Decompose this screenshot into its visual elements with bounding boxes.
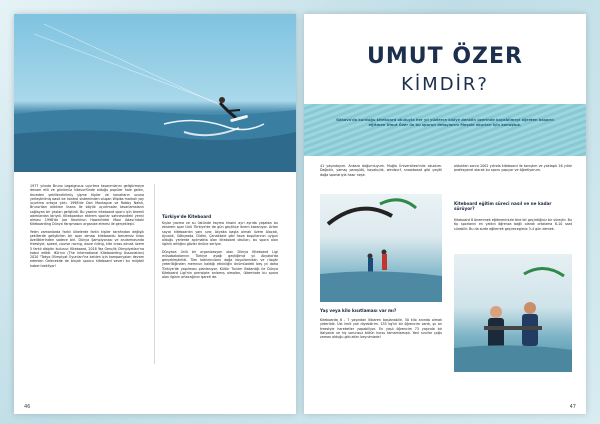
left-column-text: [30, 184, 144, 271]
lead-paragraph: Gökova'da kurduğu kiteboard okuluyla her yıl yüzlerce kişiye denizin üzerinde kayabilmeyi öğreten başarılı eğitmen Umut Özer ile bu sporun detaylarını Meşale okurları için konuştuk.: [336, 118, 554, 127]
training-scene-graphic: [320, 194, 442, 302]
article-subtitle: KİMDİR?: [401, 74, 489, 95]
question-heading: Kiteboard eğitim süreci nasıl ve ne kadar sürüyor?: [454, 201, 552, 212]
right-column-text: [162, 214, 278, 282]
answer-text: Kiteboarda 6 - 7 yaşından itibaren başlanabilir. 30 kilo anında olmak yeterlidir. Üst limit yok diyebilirim. 135 kg'lık bir öğrencim vardı, şu an freestyle hareketler yapabiliyor. En yaşlı öğrencim 73 yaşında bir İtalyandı ve hiç sorunsuz bütün kursu tamamlamıştı. Yani sınırlar çoğu zaman olduğu gibi aklın beynimizde!: [320, 318, 442, 339]
intro-text-left: 41 yaşındayım. Ankara doğumluyum. Muğla Üniversitesi'nde okudum. Dağcılık, yamaç paraşütü, kayakçılık, windsurf, snowboard gibi çeşitli doğa sporlarıyla hasır neşir.: [320, 164, 442, 177]
left-page: [14, 14, 296, 414]
teal-band: [304, 104, 586, 156]
kitesurfer-scene-graphic: [14, 14, 296, 172]
instructor-photo: [454, 254, 572, 372]
instructor-scene-graphic: [454, 254, 572, 372]
intro-text-right: oldukten sonra 2002 yılında kiteboard ile tanıştım ve yaklaşık 16 yıldır profesyonel olarak bu sporu yapıyor ve öğretiyorum.: [454, 164, 572, 173]
right-page: [304, 14, 586, 414]
page-number: 46: [24, 404, 31, 410]
paragraph: 1977 yılında Bruno Legaignoux uçurtma tasarımlarını geliştirmeye devam etti ve günümüz kitesurfünde olduğu popüler hale gelen, önceden şekillendirilmiş şişme tüpler ve kanatların uzuna yerleştirilmiş basit bir kontrol sisteminden oluşan Wipika markalı yay uçurtma ortaya çıktı. 1998'de Don Montague ve Robby Naish, Bruno'dan aldıkları lisans ile böyük uçurtmalar tasarlamaların sağlayan bir yasları geliştirdi. Bu yazılım kiteboard sporu için önemli adımlardan biriydi. Kiteboardun ektrem sporlar sahnesindeki yerini alması 1998'de Joe Keuhihun Hawaii'deki Maui Adası'ndaki Kiteboarding Dünya Yarışmasını organize etmesi ile gerçekleşti.: [30, 184, 144, 227]
article-title: UMUT ÖZER: [367, 44, 523, 69]
question-heading: Yaş veya kilo kısıtlaması var mı?: [320, 308, 397, 313]
paragraph: Kışlar yazma ve su üstünde kayma hissini ayrı ayrıda yaşatan bu ekstrem spor türü Türkiye'de de gün geçtikçe önem kazanıyor. Artan sayıcı kiteboardın yanı sıra; Akyaka başta olmak üzere Alaçatı, Ayvalık, Gökçeada, Didim, Çanakkale gibi hava koşullarının uygun olduğu yerlerde açılmakta olan kiteboard okulları, bu spora olan ilginin arttığını gözler önüne seriyor.: [162, 221, 278, 247]
answer-text: Kiteboard 8 önemmek eğitmeninizle bire bir geçirdiğiniz bir süreçtir. Bu tip sporlarıın en yatkın öğrenza bağlı olarak ortalama 8-10 saat sürebilir. Bu da sizde eğilerrek geçirecegimiz 3-4 gün demek.: [454, 218, 572, 231]
training-photo: [320, 194, 442, 302]
paragraph: Dünyaca ünlü bir organizasyon olan Dünya Kiteboard Ligi müsabakalarının Türkiye ayağı geçtiğimiz yıl Akyaka'da gerçekleştirildi. Tüm katılımcıların doğa koşullarından ve rüzgâr yeterliliğinden memnun kaldığı etkinliğin önümüzdeki beş yıl daha Türkiye'de yapılması planlanıyor. Kültür Turizm Bakanlığı ile Dünya Kiteboard Ligi'nin prensipte anlamış olmaları, ülkemizde bu spora olan ilginin artacağının işareti de.: [162, 249, 278, 279]
kitesurfer-photo: [14, 14, 296, 172]
section-heading: Türkiye'de Kiteboard: [162, 214, 212, 219]
paragraph: Yelen zamanlarda farklı ülkelerde farklı kişiler tarafından değişik şekillerde geliştirilen bir spor olması kiteboardu benzersiz kılan özelliklerinden sadece biri. Dünya Şampiyonası ve anılarmasında freestyle, speed, course racing, wave riding, kite cross olmak üzere 5 farklı disiplin bulunur. Kiteboard, 2018 Yaz Gençlik Olimpiyatları'na kabul edildi. IKA'nın (The International Kiteboarding Association) 2020 "Tokyo Olimpiyat Oyunları"na katılım için kampanyaları devam ederken Gelecekde de birçok sporcu kiteboard severi bu müjdeli haberi bekliyor!: [30, 229, 144, 268]
page-number: 47: [569, 404, 576, 410]
